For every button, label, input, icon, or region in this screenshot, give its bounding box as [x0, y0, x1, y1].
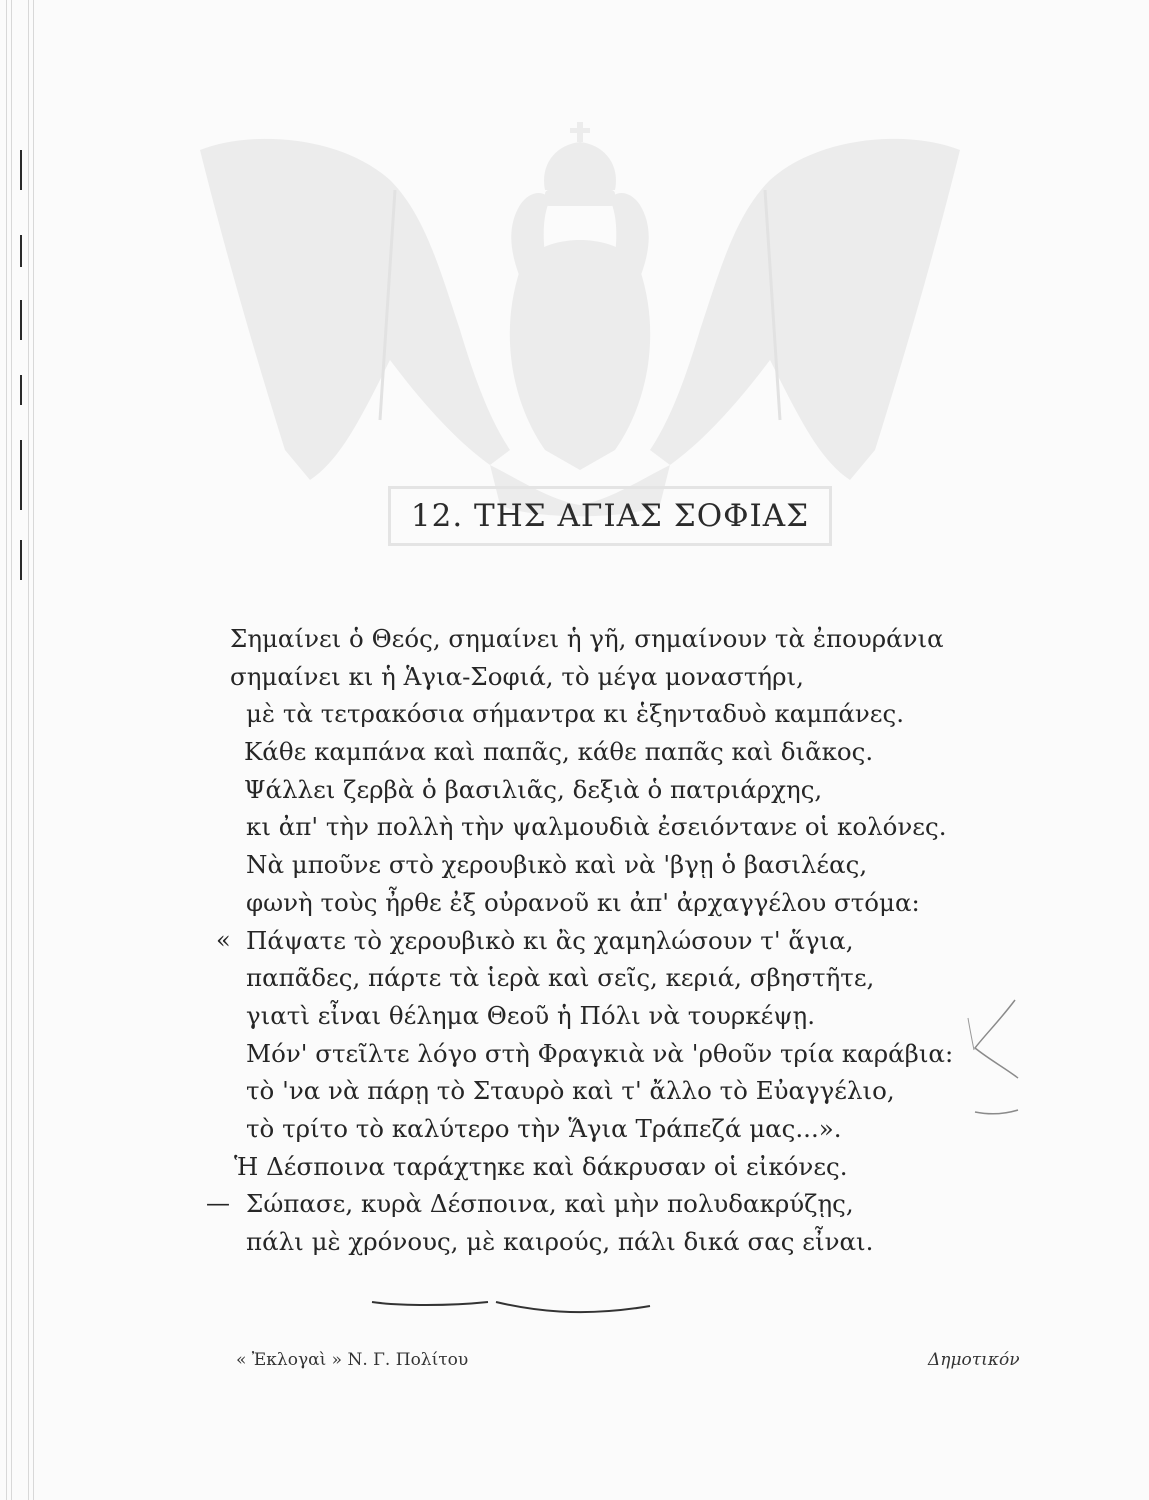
line-text: παπᾶδες, πάρτε τὰ ἱερὰ καὶ σεῖς, κεριά, σβηστῆτε, [246, 963, 875, 993]
poem-line [200, 620, 1070, 658]
poem-line [200, 922, 1070, 960]
page-edge [33, 0, 34, 1500]
line-mark: — [206, 1189, 230, 1218]
poem-line [200, 959, 1070, 997]
genre-label: Δημοτικόν [928, 1350, 1020, 1370]
page-title: 12. ΤΗΣ ΑΓΙΑΣ ΣΟΦΙΑΣ [410, 498, 810, 534]
line-text: πάλι μὲ χρόνους, μὲ καιρούς, πάλι δικά σας εἶναι. [246, 1227, 874, 1256]
binding-mark [20, 375, 22, 405]
line-text: Πάψατε τὸ χερουβικὸ κι ἂς χαμηλώσουν τ' ἅγια, [246, 925, 854, 955]
line-text: τὸ τρίτο τὸ καλύτερο τὴν Ἅγια Τράπεζά μας...». [246, 1113, 842, 1143]
line-text: Ψάλλει ζερβὰ ὁ βασιλιᾶς, δεξιὰ ὁ πατριάρχης, [244, 774, 823, 804]
poem-line [200, 808, 1070, 846]
poem-line [200, 1072, 1070, 1110]
line-text: κι ἀπ' τὴν πολλὴ τὴν ψαλμουδιὰ ἐσειόντανε οἱ κολόνες. [246, 812, 947, 842]
poem-line [200, 997, 1070, 1035]
poem-line [200, 658, 1070, 696]
poem-text [200, 620, 1070, 1261]
binding-mark [20, 150, 22, 190]
poem-line [200, 1223, 1070, 1261]
binding-mark [20, 540, 22, 580]
binding-mark [20, 300, 22, 340]
line-text: μὲ τὰ τετρακόσια σήμαντρα κι ἑξηνταδυὸ καμπάνες. [246, 699, 904, 729]
line-mark: « [216, 925, 231, 954]
line-text: Μόν' στεῖλτε λόγο στὴ Φραγκιὰ νὰ 'ρθοῦν τρία καράβια: [246, 1038, 954, 1068]
poem-line [200, 846, 1070, 884]
poem-line [200, 1035, 1070, 1073]
poem-line [200, 1185, 1070, 1223]
line-text: Ἡ Δέσποινα ταράχτηκε καὶ δάκρυσαν οἱ εἰκόνες. [234, 1151, 848, 1181]
line-text: Κάθε καμπάνα καὶ παπᾶς, κάθε παπᾶς καὶ διᾶκος. [244, 737, 874, 767]
line-text: φωνὴ τοὺς ἦρθε ἐξ οὐρανοῦ κι ἀπ' ἀρχαγγέλου στόμα: [246, 887, 920, 917]
line-text: Σώπασε, κυρὰ Δέσποινα, καὶ μὴν πολυδακρύζῃς, [246, 1189, 854, 1219]
line-text: σημαίνει κι ἡ Ἁγια-Σοφιά, τὸ μέγα μοναστήρι, [230, 661, 804, 691]
poem-line [200, 1148, 1070, 1186]
poem-line [200, 695, 1070, 733]
page-edge [11, 0, 12, 1500]
source-citation: « Ἐκλογαὶ » Ν. Γ. Πολίτου [236, 1350, 469, 1370]
binding-mark [20, 235, 22, 267]
line-text: Νὰ μποῦνε στὸ χερουβικὸ καὶ νὰ 'βγῃ ὁ βασιλέας, [246, 850, 868, 880]
poem-line [200, 771, 1070, 809]
poem-line [200, 733, 1070, 771]
binding-mark [20, 440, 22, 510]
poem-line [200, 884, 1070, 922]
poem-line [200, 1110, 1070, 1148]
line-text: τὸ 'να νὰ πάρῃ τὸ Σταυρὸ καὶ τ' ἄλλο τὸ Εὐαγγέλιο, [246, 1076, 895, 1106]
page-edge [6, 0, 7, 1500]
line-text: γιατὶ εἶναι θέλημα Θεοῦ ἡ Πόλι νὰ τουρκέψῃ. [246, 1000, 816, 1030]
page-edge [28, 0, 29, 1500]
line-text: Σημαίνει ὁ Θεός, σημαίνει ἡ γῆ, σημαίνουν τὰ ἐπουράνια [230, 624, 944, 653]
